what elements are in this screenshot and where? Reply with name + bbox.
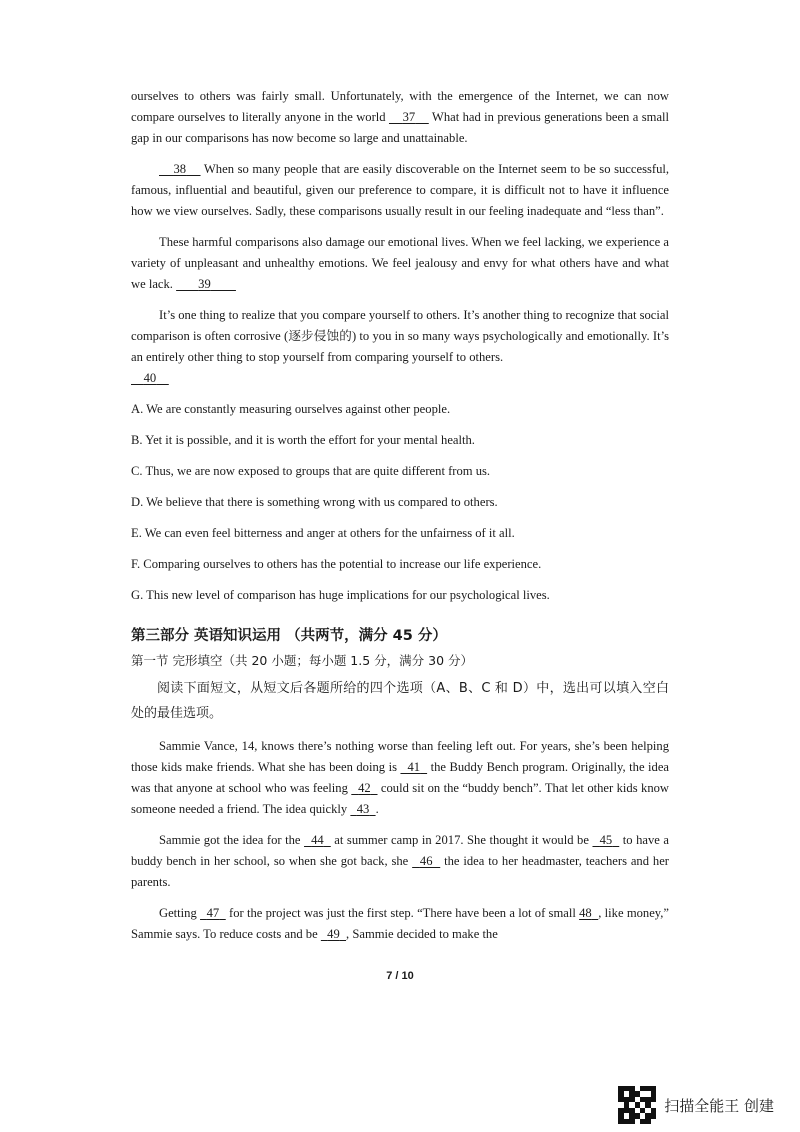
blank-44: 44 bbox=[311, 833, 324, 847]
option-e: E. We can even feel bitterness and anger at others for the unfairness of it all. bbox=[131, 526, 515, 540]
options-list bbox=[131, 399, 669, 606]
cloze-paragraph-1: Sammie Vance, 14, knows there’s nothing worse than feeling left out. For years, she’s been helping those kids make friends. What she has been doing is 41 the Buddy Bench program. Originally, the idea was that anyone at school who was feeling 42 could sit on the “buddy bench”. That let other kids know someone needed a friend. The idea quickly 43 . bbox=[131, 739, 670, 816]
blank-37: 37 bbox=[402, 110, 416, 124]
option-d: D. We believe that there is something wrong with us compared to others. bbox=[131, 495, 498, 509]
section-instructions: 阅读下面短文，从短文后各题所给的四个选项（A、B、C 和 D）中，选出可以填入空白处的最佳选项。 bbox=[131, 681, 669, 721]
paragraph-4: It’s one thing to realize that you compare yourself to others. It’s another thing to recognize that social comparison is often corrosive (逐步侵蚀的) to you in so many ways psychologically and emotionally. It’s an entirely other thing to stop yourself from comparing yourself to others. 40 bbox=[131, 308, 669, 385]
blank-43: 43 bbox=[356, 802, 370, 816]
section-subtitle: 第一节 完形填空（共 20 小题；每小题 1.5 分，满分 30 分） bbox=[131, 653, 474, 668]
blank-40: 40 bbox=[143, 371, 157, 385]
qr-code-icon bbox=[618, 1086, 656, 1124]
scanner-watermark bbox=[618, 1086, 774, 1124]
cloze-paragraph-3: Getting 47 for the project was just the first step. “There have been a lot of small 48 , like money,” Sammie says. To reduce costs and be 49 , Sammie decided to make the bbox=[131, 906, 670, 941]
blank-45: 45 bbox=[599, 833, 613, 847]
paragraph-2: 38 When so many people that are easily discoverable on the Internet seem to be so successful, famous, influential and beautiful, given our preference to compare, it is difficult not to have it influence how we view ourselves. Sadly, these comparisons usually result in our feeling inadequate and “less than”. bbox=[131, 162, 670, 218]
page-number: 7 / 10 bbox=[386, 970, 414, 982]
blank-49: 49 bbox=[327, 927, 340, 941]
blank-39: 39 bbox=[198, 277, 211, 291]
option-g: G. This new level of comparison has huge implications for our psychological lives. bbox=[131, 588, 550, 602]
option-a: A. We are constantly measuring ourselves against other people. bbox=[131, 402, 451, 416]
blank-41: 41 bbox=[407, 760, 421, 774]
blank-42: 42 bbox=[358, 781, 371, 795]
option-b: B. Yet it is possible, and it is worth the effort for your mental health. bbox=[131, 433, 475, 447]
blank-47: 47 bbox=[206, 906, 220, 920]
blank-48: 48 bbox=[579, 906, 592, 920]
option-f: F. Comparing ourselves to others has the potential to increase our life experience. bbox=[131, 557, 542, 571]
document-page bbox=[131, 86, 669, 945]
section-title: 第三部分 英语知识运用 （共两节，满分 45 分） bbox=[131, 628, 447, 644]
watermark-text: 扫描全能王 创建 bbox=[664, 1096, 774, 1115]
cloze-paragraph-2: Sammie got the idea for the 44 at summer camp in 2017. She thought it would be 45 to have a buddy bench in her school, so when she got back, she 46 the idea to her headmaster, teachers and her parents. bbox=[131, 833, 670, 889]
blank-38: 38 bbox=[173, 162, 187, 176]
paragraph-1: ourselves to others was fairly small. Unfortunately, with the emergence of the Internet, we can now compare ourselves to literally anyone in the world 37 What had in previous generations been a small gap in our comparisons has now become so large and unattainable. bbox=[131, 89, 670, 145]
option-c: C. Thus, we are now exposed to groups that are quite different from us. bbox=[131, 464, 491, 478]
blank-46: 46 bbox=[419, 854, 433, 868]
paragraph-3: These harmful comparisons also damage our emotional lives. When we feel lacking, we experience a variety of unpleasant and unhealthy emotions. We feel jealousy and envy for what others have and what we lack. 39 bbox=[131, 235, 669, 291]
